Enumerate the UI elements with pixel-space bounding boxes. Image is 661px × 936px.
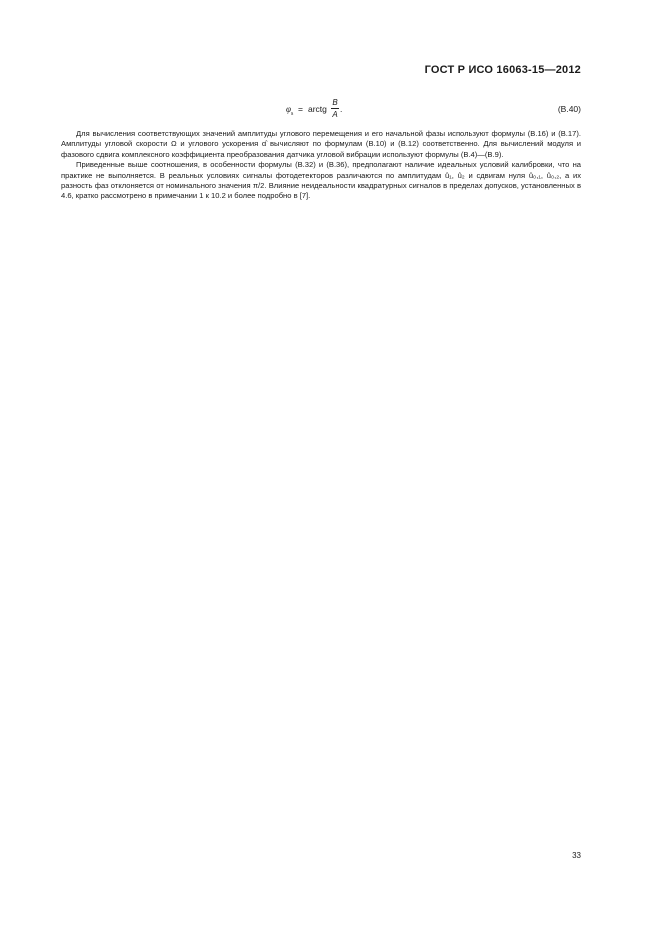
formula-lhs-symbol: φ — [286, 104, 291, 114]
formula-number: (B.40) — [557, 104, 581, 114]
page-number: 33 — [572, 851, 581, 860]
paragraph-2: Приведенные выше соотношения, в особенности формулы (B.32) и (B.36), предполагают наличие идеальных условий калибровки, что на практике не выполняется. В реальных условиях сигналы фотодетекторов различаются по амплитудам û₁, û₂ и сдвигам нуля û₀,₁, û₀,₂, а их разность фаз отклоняется от номинального значения π/2. Влияние неидеальности квадратурных сигналов в пределах допусков, установленных в 4.6, кратко рассмотрено в примечании 1 к 10.2 и более подробно в [7]. — [61, 160, 581, 201]
body-text — [61, 129, 581, 202]
formula-b40 — [0, 98, 661, 124]
document-header-id: ГОСТ Р ИСО 16063-15—2012 — [424, 64, 581, 76]
formula-fraction — [331, 98, 339, 119]
formula-lhs-subscript: s — [290, 110, 294, 117]
formula-numerator: B — [332, 98, 338, 107]
fraction-bar — [331, 108, 339, 109]
paragraph-1: Для вычисления соответствующих значений амплитуды углового перемещения и его начальной фазы используют формулы (B.16) и (B.17). Амплитуды угловой скорости Ω и углового ускорения α̂ вычисляют по формулам (B.10) и (B.12) соответственно. Для вычислений модуля и фазового сдвига комплексного коэффициента преобразования датчика угловой вибрации используют формулы (B.4)—(B.9). — [61, 129, 581, 159]
formula-lhs — [286, 104, 293, 117]
formula-equals: = — [298, 104, 303, 114]
formula-function: arctg — [308, 104, 327, 114]
formula-period: . — [340, 104, 343, 114]
formula-denominator: A — [332, 110, 338, 119]
